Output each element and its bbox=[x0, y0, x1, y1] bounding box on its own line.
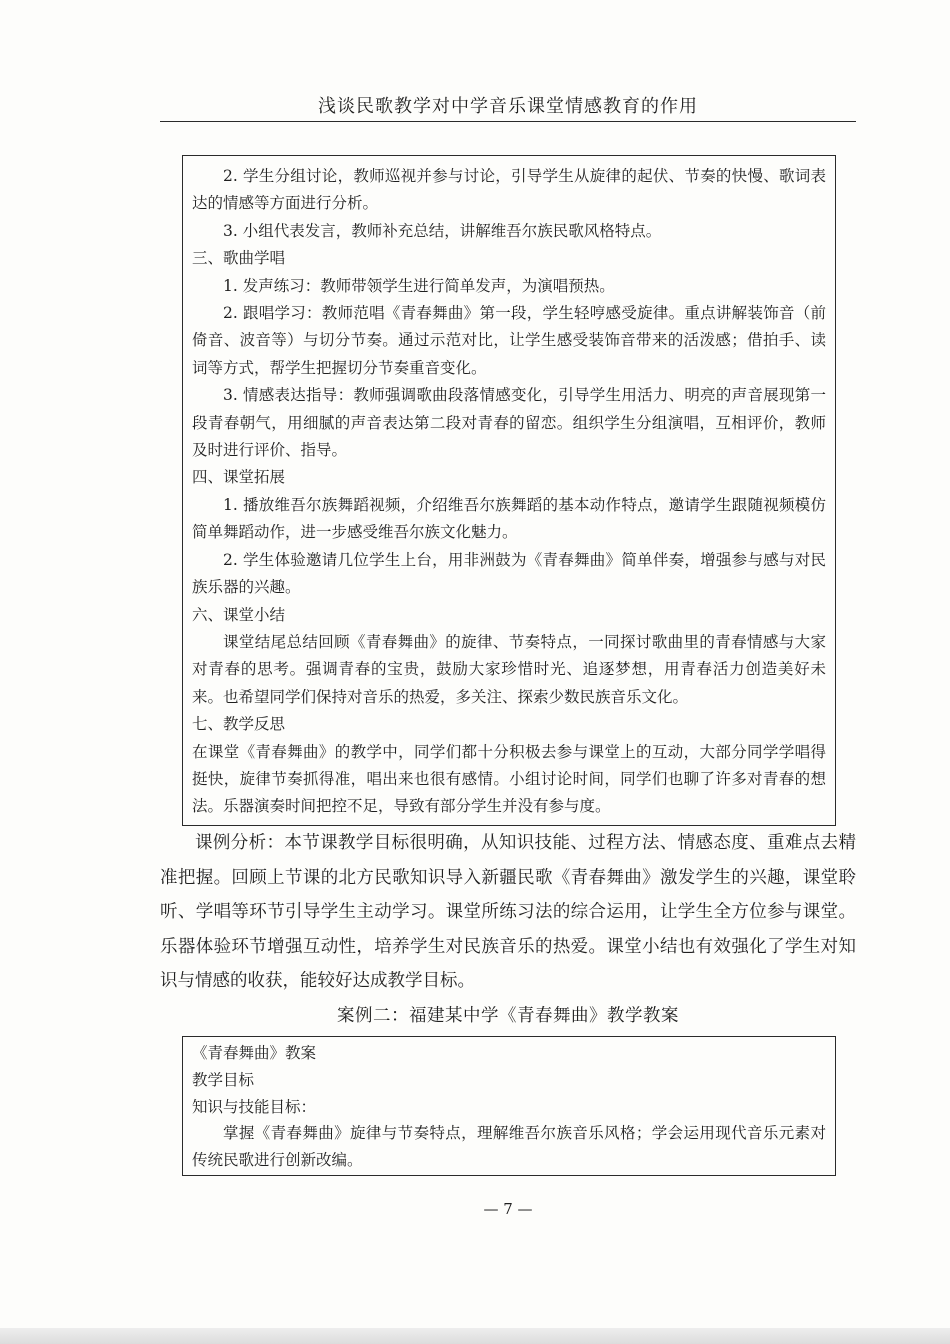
lesson-step-paragraph: 2. 跟唱学习：教师范唱《青春舞曲》第一段，学生轻哼感受旋律。重点讲解装饰音（前倚音、波音等）与切分节奏。通过示范对比，让学生感受装饰音带来的活泼感；借拍手、读词等方式，帮学生把握切分节奏重音变化。 bbox=[192, 304, 826, 377]
plan-title: 《青春舞曲》教案 bbox=[192, 1044, 317, 1062]
page-number: — 7 — bbox=[483, 1200, 533, 1218]
section-heading: 六、课堂小结 bbox=[192, 605, 286, 624]
case-analysis-paragraph: 课例分析：本节课教学目标很明确，从知识技能、过程方法、情感态度、重难点去精准把握。回顾上节课的北方民歌知识导入新疆民歌《青春舞曲》激发学生的兴趣，课堂聆听、学唱等环节引导学生主动学习。课堂所练习法的综合运用，让学生全方位参与课堂。乐器体验环节增强互动性，培养学生对民族音乐的热爱。课堂小结也有效强化了学生对知识与情感的收获，能较好达成教学目标。 bbox=[160, 833, 856, 992]
plan-goal-paragraph: 掌握《青春舞曲》旋律与节奏特点，理解维吾尔族音乐风格；学会运用现代音乐元素对传统民歌进行创新改编。 bbox=[192, 1124, 826, 1170]
reflection-paragraph: 在课堂《青春舞曲》的教学中，同学们都十分积极去参与课堂上的互动，大部分同学学唱得挺快，旋律节奏抓得准，唱出来也很有感情。小组讨论时间，同学们也聊了许多对青春的想法。乐器演奏时间把控不足，导致有部分学生并没有参与度。 bbox=[192, 742, 826, 816]
lesson-step-paragraph: 1. 发声练习：教师带领学生进行简单发声，为演唱预热。 bbox=[223, 276, 615, 295]
section-heading: 三、歌曲学唱 bbox=[192, 249, 286, 268]
lesson-plan-box-two bbox=[182, 1036, 836, 1176]
lesson-step-paragraph: 3. 情感表达指导：教师强调歌曲段落情感变化，引导学生用活力、明亮的声音展现第一段青春朝气，用细腻的声音表达第二段对青春的留恋。组织学生分组演唱，互相评价，教师及时进行评价、指导。 bbox=[192, 386, 826, 460]
plan-subheading: 教学目标 bbox=[192, 1070, 255, 1089]
case-two-title: 案例二：福建某中学《青春舞曲》教学教案 bbox=[337, 1006, 679, 1026]
section-heading: 七、教学反思 bbox=[192, 715, 286, 734]
section-heading: 四、课堂拓展 bbox=[192, 468, 286, 487]
lesson-step-paragraph: 2. 学生体验邀请几位学生上台，用非洲鼓为《青春舞曲》简单伴奏，增强参与感与对民族乐器的兴趣。 bbox=[192, 550, 826, 597]
lesson-step-paragraph: 3. 小组代表发言，教师补充总结，讲解维吾尔族民歌风格特点。 bbox=[223, 221, 662, 240]
scan-edge-shadow bbox=[0, 1328, 950, 1344]
lesson-step-paragraph: 2. 学生分组讨论，教师巡视并参与讨论，引导学生从旋律的起伏、节奏的快慢、歌词表达的情感等方面进行分析。 bbox=[192, 167, 826, 213]
lesson-plan-box-continued bbox=[182, 155, 836, 826]
page-header-title: 浅谈民歌教学对中学音乐课堂情感教育的作用 bbox=[318, 96, 698, 117]
header-rule bbox=[160, 121, 856, 122]
lesson-step-paragraph: 1. 播放维吾尔族舞蹈视频，介绍维吾尔族舞蹈的基本动作特点，邀请学生跟随视频模仿简单舞蹈动作，进一步感受维吾尔族文化魅力。 bbox=[192, 495, 826, 542]
plan-subheading: 知识与技能目标： bbox=[192, 1097, 317, 1116]
lesson-step-paragraph: 课堂结尾总结回顾《青春舞曲》的旋律、节奏特点，一同探讨歌曲里的青春情感与大家对青春的思考。强调青春的宝贵，鼓励大家珍惜时光、追逐梦想，用青春活力创造美好未来。也希望同学们保持对音乐的热爱，多关注、探索少数民族音乐文化。 bbox=[192, 632, 826, 706]
